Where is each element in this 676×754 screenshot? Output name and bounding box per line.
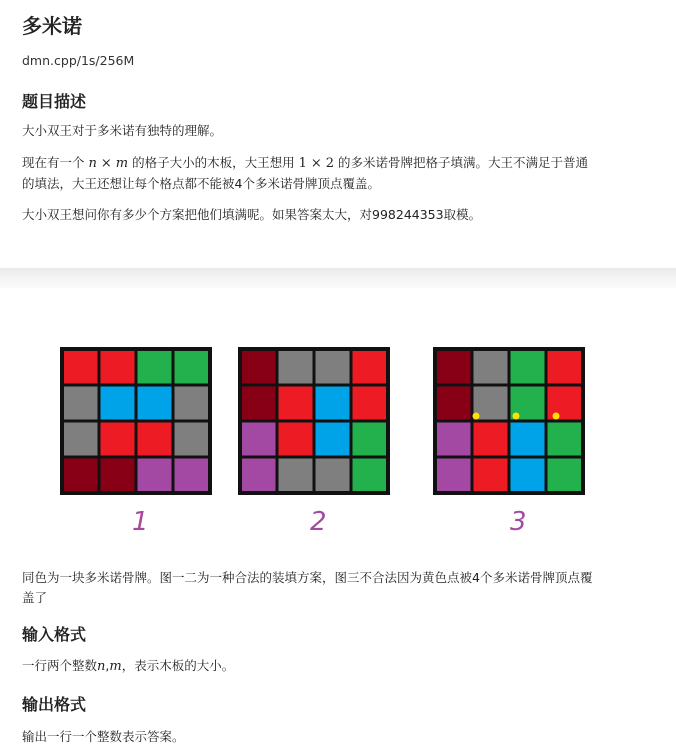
grid-cell	[509, 421, 546, 457]
grid-cell	[62, 421, 99, 457]
problem-meta: dmn.cpp/1s/256M	[22, 53, 135, 68]
grid-cell	[509, 457, 546, 493]
figure-labels	[132, 507, 527, 537]
description-text: 现在有一个	[22, 155, 85, 170]
grid-cell	[99, 385, 136, 421]
figure-label-1: 1	[132, 507, 149, 537]
grid-cell	[99, 457, 136, 493]
grid-cell	[136, 385, 173, 421]
grid-cell	[277, 349, 314, 385]
grid-cell	[173, 385, 210, 421]
grid-cell	[546, 421, 583, 457]
description-paragraph-3: 大小双王想问你有多少个方案把他们填满呢。如果答案太大，对998244353取模。	[22, 207, 482, 222]
caption-line-2: 盖了	[22, 590, 48, 605]
grid-cell	[136, 349, 173, 385]
math-n: n	[97, 659, 106, 674]
grid-cell	[99, 349, 136, 385]
conflict-point	[553, 413, 560, 420]
output-format-heading: 输出格式	[22, 695, 87, 714]
grid-cell	[435, 385, 472, 421]
input-text: ，表示木板的大小。	[121, 658, 235, 673]
grid-cell	[240, 421, 277, 457]
grid-cell	[240, 349, 277, 385]
grid-cell	[136, 421, 173, 457]
grid-cell	[277, 421, 314, 457]
grid-cell	[435, 349, 472, 385]
input-format-heading: 输入格式	[22, 625, 87, 644]
grid-cell	[509, 349, 546, 385]
input-text: 一行两个整数	[22, 658, 98, 673]
domino-grid-3	[435, 349, 583, 493]
math-two: 2	[325, 156, 334, 171]
grid-cell	[173, 421, 210, 457]
grid-cell	[277, 385, 314, 421]
figure-caption	[22, 568, 622, 608]
figure-label-3: 3	[510, 507, 527, 537]
grid-cell	[472, 349, 509, 385]
grid-cell	[351, 457, 388, 493]
grid-cell	[472, 457, 509, 493]
description-paragraph-1: 大小双王对于多米诺有独特的理解。	[22, 123, 223, 138]
description-text: 的多米诺骨牌把格子填满。大王不满足于普通	[337, 155, 588, 170]
math-times: ×	[100, 156, 112, 171]
domino-grid-2	[240, 349, 388, 493]
math-m: m	[109, 659, 122, 674]
grid-cell	[314, 385, 351, 421]
caption-line-1: 同色为一块多米诺骨牌。图一二为一种合法的装填方案，图三不合法因为黄色点被4个多米诺骨牌顶点覆	[22, 570, 593, 585]
output-format-text: 输出一行一个整数表示答案。	[22, 729, 185, 744]
grid-cell	[62, 349, 99, 385]
figure-label-2: 2	[310, 507, 327, 537]
grid-cell	[173, 349, 210, 385]
grid-cell	[240, 385, 277, 421]
conflict-point	[513, 413, 520, 420]
grid-cell	[62, 385, 99, 421]
grid-cell	[314, 349, 351, 385]
domino-grids	[62, 349, 583, 493]
grid-cell	[240, 457, 277, 493]
input-format-text	[22, 656, 622, 677]
grid-cell	[546, 349, 583, 385]
description-text: 的格子大小的木板，大王想用	[132, 155, 295, 170]
grid-cell	[351, 349, 388, 385]
grid-cell	[546, 385, 583, 421]
math-one: 1	[298, 156, 307, 171]
math-m: m	[115, 156, 129, 171]
grid-cell	[314, 457, 351, 493]
math-n: n	[88, 156, 97, 171]
grid-cell	[435, 457, 472, 493]
grid-cell	[351, 421, 388, 457]
grid-cell	[136, 457, 173, 493]
math-comma: ,	[105, 658, 110, 673]
grid-cell	[62, 457, 99, 493]
math-times: ×	[310, 156, 322, 171]
grid-cell	[277, 457, 314, 493]
grid-cell	[173, 457, 210, 493]
grid-cell	[546, 457, 583, 493]
grid-cell	[99, 421, 136, 457]
page-title: 多米诺	[22, 14, 82, 38]
description-heading: 题目描述	[22, 92, 87, 111]
description-text: 的填法，大王还想让每个格点都不能被4个多米诺骨牌顶点覆盖。	[22, 176, 380, 191]
grid-cell	[314, 421, 351, 457]
grid-cell	[435, 421, 472, 457]
domino-grid-1	[62, 349, 210, 493]
grid-cell	[472, 421, 509, 457]
grid-cell	[351, 385, 388, 421]
conflict-point	[473, 413, 480, 420]
